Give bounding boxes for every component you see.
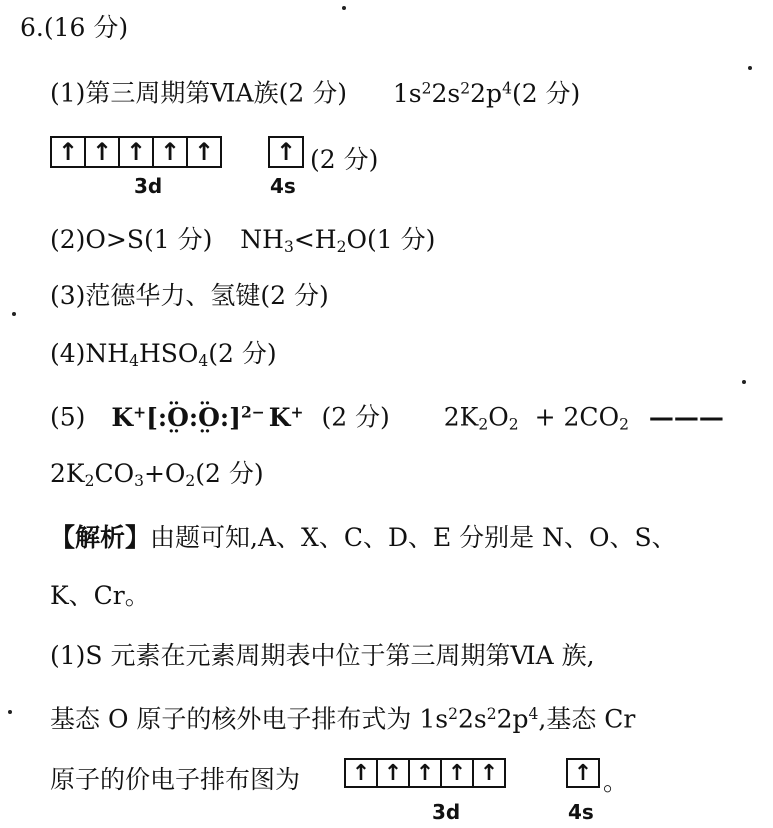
orbital-box: ↑ <box>566 758 600 788</box>
orbital-box: ↑ <box>268 136 304 168</box>
answer-5-continued: $2K_2CO_3+O_2(2$ 分) <box>50 459 264 490</box>
orbital-box: ↑ <box>344 758 378 788</box>
answer-5: (5) K+[:·· O ··:·· O ··:]$^{2-}$ K+ (2 分) $2K_2O_2 + 2CO_2$ ——— <box>50 396 724 440</box>
label-3d: 3d <box>134 174 163 198</box>
scan-speck <box>342 6 346 10</box>
scan-speck <box>748 66 752 70</box>
answer-3: (3)范德华力、氢键(2 分) <box>50 281 329 310</box>
question-header <box>20 12 128 44</box>
electron-config: $1s^22s^22p^4(2$ 分) <box>392 78 581 108</box>
orbital-box: ↑ <box>408 758 442 788</box>
orbital-box: ↑ <box>50 136 86 168</box>
orbital-box: ↑ <box>440 758 474 788</box>
orbital-box: ↑ <box>152 136 188 168</box>
orbital-box: ↑ <box>376 758 410 788</box>
orbital-3d-diagram <box>50 136 222 168</box>
analysis-p1-line-1: (1)S 元素在元素周期表中位于第三周期第ⅥA 族, <box>50 641 595 670</box>
analysis-tag: 【解析】 <box>50 523 151 552</box>
analysis-end-mark: 。 <box>603 767 629 796</box>
orbital-4s-diagram-analysis <box>566 758 600 788</box>
answer-2: (2)O>S(1 分) $NH_3<H_2O(1$ 分) <box>50 225 436 256</box>
orbital-box: ↑ <box>472 758 506 788</box>
analysis-line-1: 【解析】由题可知,A、X、C、D、E 分别是 N、O、S、 <box>50 523 677 552</box>
label-4s-analysis: 4s <box>568 800 594 824</box>
answer-4: $(4)NH_4HSO_4(2$ 分) <box>50 339 277 370</box>
answer-1 <box>50 72 580 110</box>
label-4s: 4s <box>270 174 296 198</box>
analysis-p1-line-3: 原子的价电子排布图为 <box>50 765 301 794</box>
scan-speck <box>12 312 16 316</box>
scan-speck <box>8 710 12 714</box>
analysis-p1-line-2: 基态 O 原子的核外电子排布式为 $1s^22s^22p^4$,基态 Cr <box>50 704 636 734</box>
orbital-box: ↑ <box>118 136 154 168</box>
orbital-box: ↑ <box>186 136 222 168</box>
label-3d-analysis: 3d <box>432 800 461 824</box>
orbital-score: (2 分) <box>310 145 379 174</box>
answer-1-label: (1)第三周期第ⅥA族(2 分) <box>50 78 347 108</box>
electron-dot-formula: K+[:·· O ··:·· O ··:]$^{2-}$ K+ <box>111 403 303 432</box>
header-text: 6.(16 分) <box>20 13 129 42</box>
orbital-3d-diagram-analysis <box>344 758 506 788</box>
scan-speck <box>742 380 746 384</box>
orbital-box: ↑ <box>84 136 120 168</box>
orbital-4s-diagram <box>268 136 304 168</box>
analysis-line-2: K、Cr。 <box>50 581 150 610</box>
